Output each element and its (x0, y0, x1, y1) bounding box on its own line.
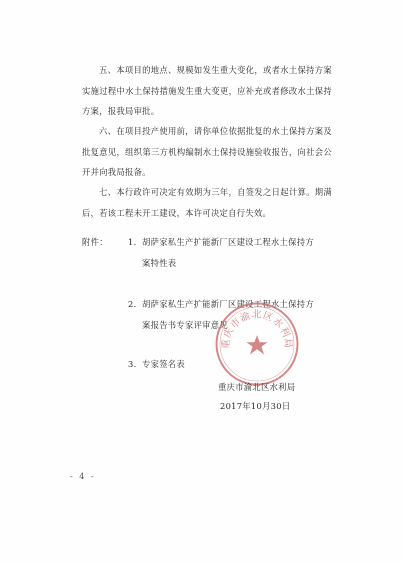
attachment-title: 胡萨家私生产扩能新厂区建设工程水土保持方案报告书专家评审意见 (142, 299, 314, 330)
signing-organization: 重庆市渝北区水利局 (218, 382, 296, 392)
official-seal (213, 300, 301, 388)
attachment-number: 1. (128, 237, 137, 247)
attachment-title: 专家签名表 (142, 359, 185, 369)
paragraph-7: 七、本行政许可决定有效期为三年，自签发之日起计算。期满后，若该工程未开工建设，本许可决定自行失效。 (82, 187, 332, 218)
paragraph-5: 五、本项目的地点、规模如发生重大变化，或者水土保持方案实施过程中水土保持措施发生重大变更，应补充或者修改水土保持方案，报我局审批。 (82, 65, 332, 116)
seal-star-icon (246, 335, 267, 354)
page-number: - 4 - (70, 472, 96, 481)
paragraph-6: 六、在项目投产使用前，请你单位依据批复的水土保持方案及批复意见，组织第三方机构编制水土保持设施验收报告，向社会公开并向我局报备。 (82, 126, 332, 177)
attachment-number: 3. (128, 359, 137, 369)
seal-text: 重庆市渝北区水利局 (220, 309, 294, 350)
attachment-number: 2. (128, 299, 137, 309)
attachments-heading: 附件： (82, 237, 108, 247)
signing-date: 2017年10月30日 (220, 401, 291, 411)
attachment-title: 胡萨家私生产扩能新厂区建设工程水土保持方案特性表 (142, 237, 314, 268)
